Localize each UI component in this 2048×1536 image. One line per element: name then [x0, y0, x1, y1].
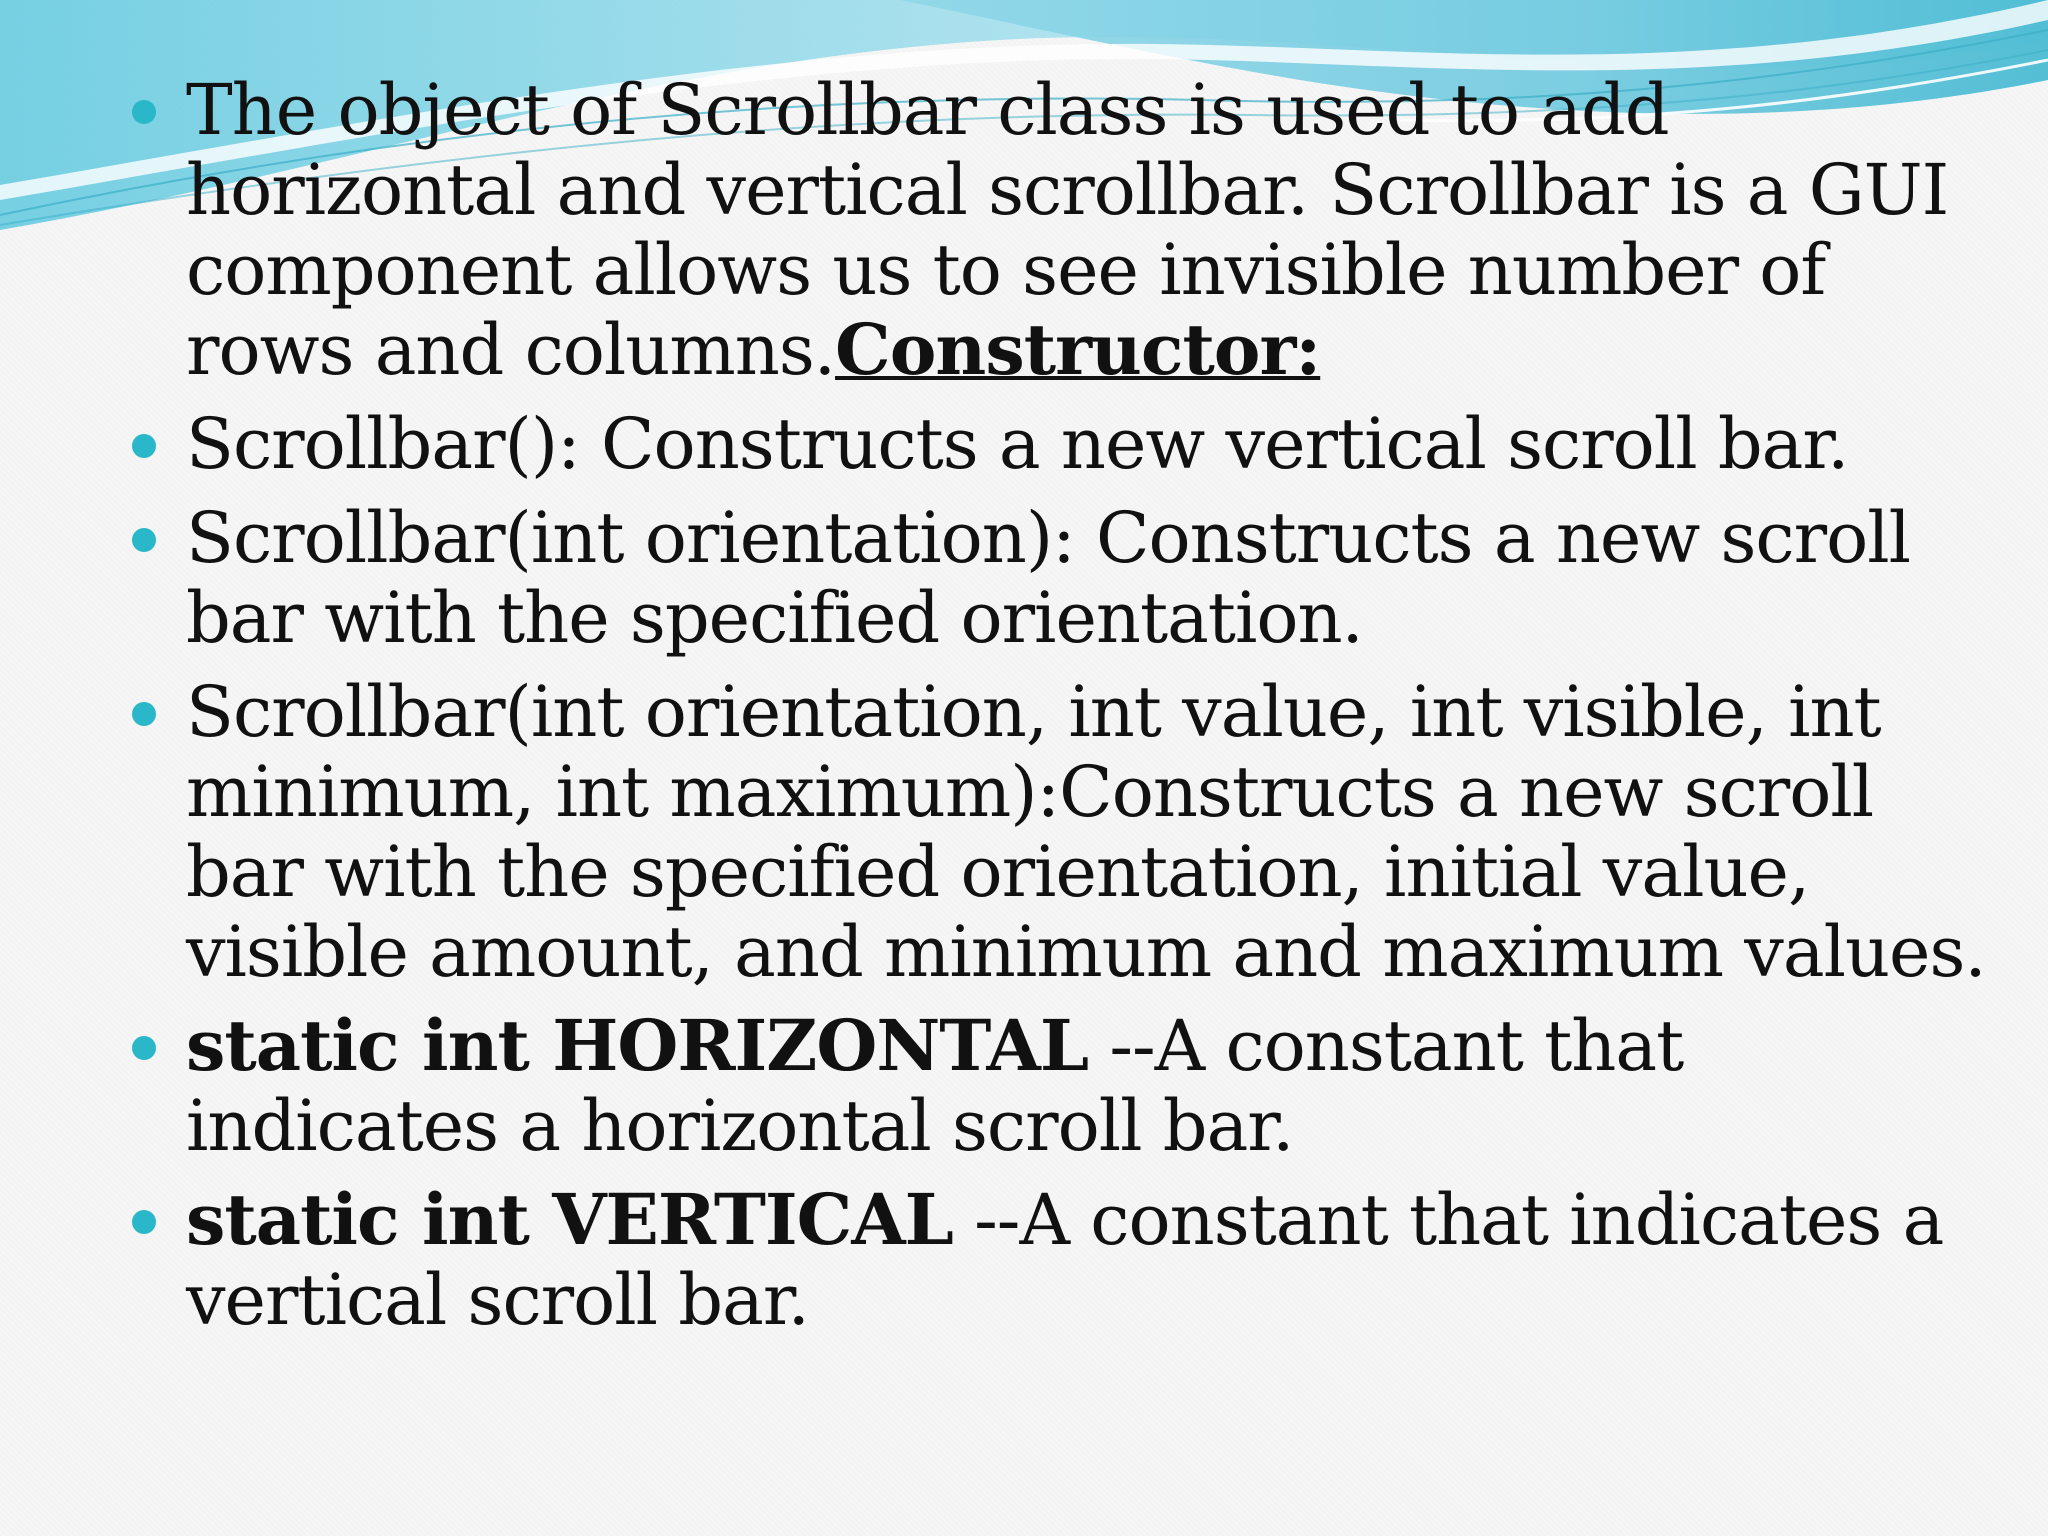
slide-content [130, 70, 2010, 1354]
bullet-item-intro [130, 70, 2010, 390]
constructor-heading: Constructor: [835, 308, 1321, 391]
bullet-text: Scrollbar(int orientation, int value, int visible, int minimum, int maximum):Constructs a new scroll bar with the specified orientation, initial value, visible amount, and minimum and maximum values. [186, 671, 1986, 993]
bullet-item-constructor-full [130, 672, 2010, 992]
bullet-bold-term: static int HORIZONTAL [186, 1004, 1089, 1087]
bullet-text: Scrollbar(int orientation): Constructs a new scroll bar with the specified orientation. [186, 497, 1911, 659]
bullet-dot-icon [132, 528, 156, 552]
bullet-text: Scrollbar(): Constructs a new vertical scroll bar. [186, 403, 1849, 485]
bullet-item-vertical-constant [130, 1180, 2010, 1340]
bullet-dot-icon [132, 434, 156, 458]
bullet-text: --A constant that indicates a horizontal scroll bar. [186, 1005, 1684, 1167]
bullet-item-constructor-default [130, 404, 2010, 484]
bullet-item-horizontal-constant [130, 1006, 2010, 1166]
bullet-text: --A constant that indicates a vertical scroll bar. [186, 1179, 1944, 1341]
bullet-bold-term: static int VERTICAL [186, 1178, 953, 1261]
bullet-dot-icon [132, 702, 156, 726]
bullet-dot-icon [132, 1210, 156, 1234]
bullet-dot-icon [132, 100, 156, 124]
bullet-list [130, 70, 2010, 1340]
bullet-item-constructor-orientation [130, 498, 2010, 658]
bullet-text: The object of Scrollbar class is used to add horizontal and vertical scrollbar. Scrollbar is a GUI component allows us to see invisible number of rows and columns. [186, 69, 1949, 391]
bullet-dot-icon [132, 1036, 156, 1060]
